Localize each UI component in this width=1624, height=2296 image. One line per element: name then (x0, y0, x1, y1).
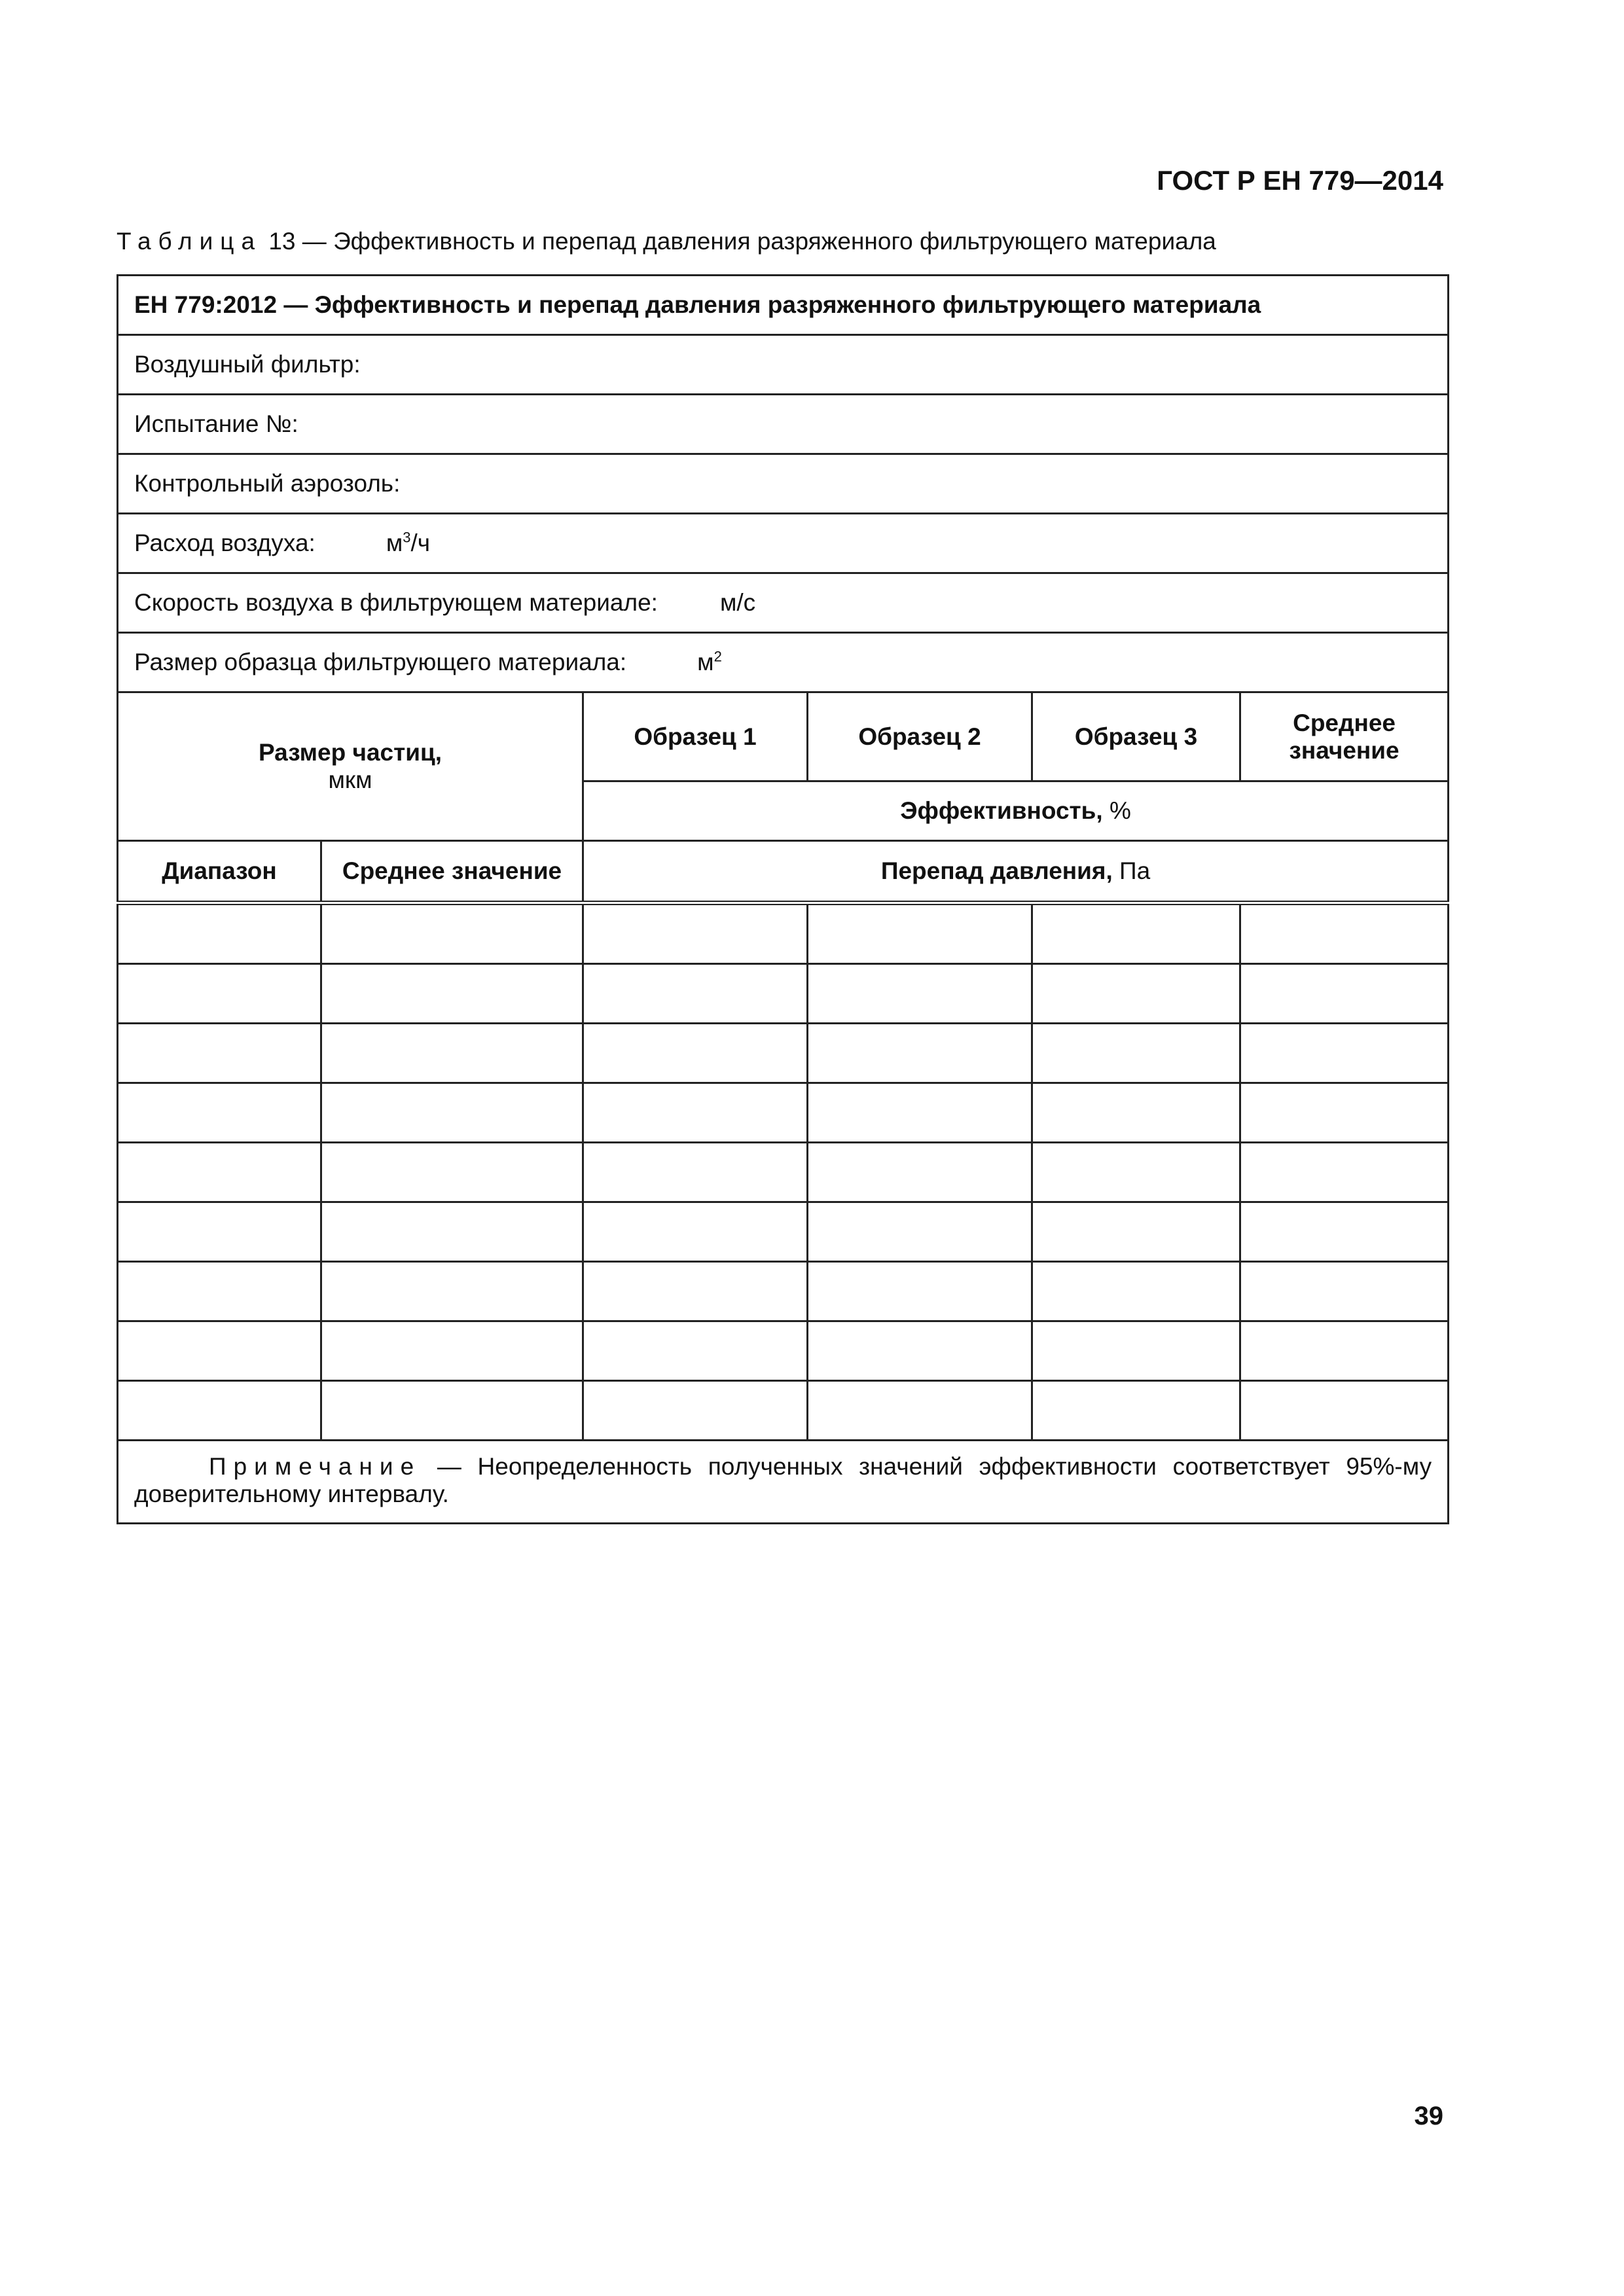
pressure-drop-header (583, 841, 1449, 903)
velocity-label: Скорость воздуха в фильтрующем материале: (134, 589, 658, 616)
note-label: Примечание (209, 1453, 422, 1480)
table-cell (808, 903, 1032, 964)
sample-1-header: Образец 1 (583, 692, 808, 781)
table-title: ЕН 779:2012 — Эффективность и перепад давления разряженного фильтрующего материала (118, 276, 1449, 335)
table-cell (1032, 1321, 1240, 1381)
table-cell (118, 964, 321, 1024)
table-cell (1032, 1024, 1240, 1083)
table-cell (583, 1083, 808, 1143)
table-cell (808, 1381, 1032, 1441)
table-cell (321, 1321, 583, 1381)
sample-size-field (118, 633, 1449, 692)
airflow-unit-tail: /ч (410, 529, 431, 556)
table-row (118, 1321, 1449, 1381)
airflow-unit: м (386, 529, 403, 556)
table-cell (583, 1202, 808, 1262)
table-cell (1240, 964, 1449, 1024)
table-row (118, 964, 1449, 1024)
mean-header-line1: Среднее (1293, 709, 1396, 736)
pressure-drop-label: Перепад давления, (880, 857, 1113, 884)
table-row (118, 1024, 1449, 1083)
table-row (118, 1381, 1449, 1441)
range-header: Диапазон (118, 841, 321, 903)
page-number: 39 (1414, 2102, 1443, 2130)
air-filter-field: Воздушный фильтр: (118, 335, 1449, 395)
table-cell (118, 1381, 321, 1441)
table-cell (808, 964, 1032, 1024)
table-cell (1240, 1143, 1449, 1202)
table-cell (118, 1024, 321, 1083)
table-cell (118, 1202, 321, 1262)
caption-text: 13 — Эффективность и перепад давления разряженного фильтрующего материала (262, 228, 1216, 255)
table-cell (1240, 903, 1449, 964)
particle-size-unit: мкм (328, 766, 372, 793)
velocity-unit: м/с (719, 589, 756, 616)
airflow-label: Расход воздуха: (134, 529, 316, 556)
table-cell (808, 1083, 1032, 1143)
table-cell (1240, 1024, 1449, 1083)
table-cell (583, 964, 808, 1024)
table-cell (321, 1143, 583, 1202)
table-cell (1240, 1381, 1449, 1441)
table-cell (1240, 1262, 1449, 1321)
table-cell (583, 903, 808, 964)
particle-size-label: Размер частиц, (258, 739, 442, 766)
table-cell (321, 1083, 583, 1143)
table-cell (118, 903, 321, 964)
aerosol-field: Контрольный аэрозоль: (118, 454, 1449, 514)
table-row (118, 1202, 1449, 1262)
efficiency-header (583, 781, 1449, 841)
table-cell (118, 1143, 321, 1202)
table-cell (808, 1024, 1032, 1083)
sample-size-unit-exponent: 2 (713, 648, 722, 665)
table-cell (118, 1083, 321, 1143)
mean-header-line2: значение (1289, 736, 1399, 764)
table-cell (1240, 1202, 1449, 1262)
airflow-field (118, 514, 1449, 573)
table-cell (583, 1143, 808, 1202)
sample-size-unit: м (697, 649, 714, 675)
table-cell (118, 1262, 321, 1321)
table-cell (1032, 1202, 1240, 1262)
table-cell (1032, 903, 1240, 964)
table-cell (1032, 1143, 1240, 1202)
pressure-drop-unit: Па (1112, 857, 1151, 884)
table-cell (808, 1262, 1032, 1321)
table-cell (583, 1321, 808, 1381)
test-number-field: Испытание №: (118, 395, 1449, 454)
efficiency-unit: % (1102, 797, 1131, 824)
table-cell (583, 1381, 808, 1441)
table-cell (1240, 1321, 1449, 1381)
note-text: — Неопределенность полученных значений эффективности соответствует 95%-му доверительному интервалу. (134, 1453, 1432, 1507)
range-mean-header: Среднее значение (321, 841, 583, 903)
table-row (118, 1083, 1449, 1143)
sample-2-header: Образец 2 (808, 692, 1032, 781)
table-cell (583, 1024, 808, 1083)
table-caption (117, 228, 1216, 255)
table-cell (321, 1262, 583, 1321)
table-cell (321, 1381, 583, 1441)
efficiency-label: Эффективность, (900, 797, 1103, 824)
table-cell (118, 1321, 321, 1381)
table-row (118, 1143, 1449, 1202)
table-cell (808, 1202, 1032, 1262)
sample-size-label: Размер образца фильтрующего материала: (134, 649, 627, 675)
table-row (118, 903, 1449, 964)
particle-size-header (118, 692, 583, 841)
table-cell (583, 1262, 808, 1321)
table-cell (1032, 1083, 1240, 1143)
table-cell (1240, 1083, 1449, 1143)
table-cell (808, 1321, 1032, 1381)
table-note (118, 1441, 1449, 1524)
sample-3-header: Образец 3 (1032, 692, 1240, 781)
caption-label: Таблица (117, 228, 262, 255)
airflow-unit-exponent: 3 (403, 529, 411, 546)
table-cell (808, 1143, 1032, 1202)
document-code: ГОСТ Р ЕН 779—2014 (1157, 165, 1443, 196)
table-cell (321, 1202, 583, 1262)
table-cell (321, 964, 583, 1024)
table-cell (1032, 1262, 1240, 1321)
velocity-field (118, 573, 1449, 633)
mean-value-header (1240, 692, 1449, 781)
table-cell (1032, 1381, 1240, 1441)
table-cell (321, 903, 583, 964)
table-row (118, 1262, 1449, 1321)
table-cell (321, 1024, 583, 1083)
table-cell (1032, 964, 1240, 1024)
efficiency-table (117, 274, 1449, 1524)
